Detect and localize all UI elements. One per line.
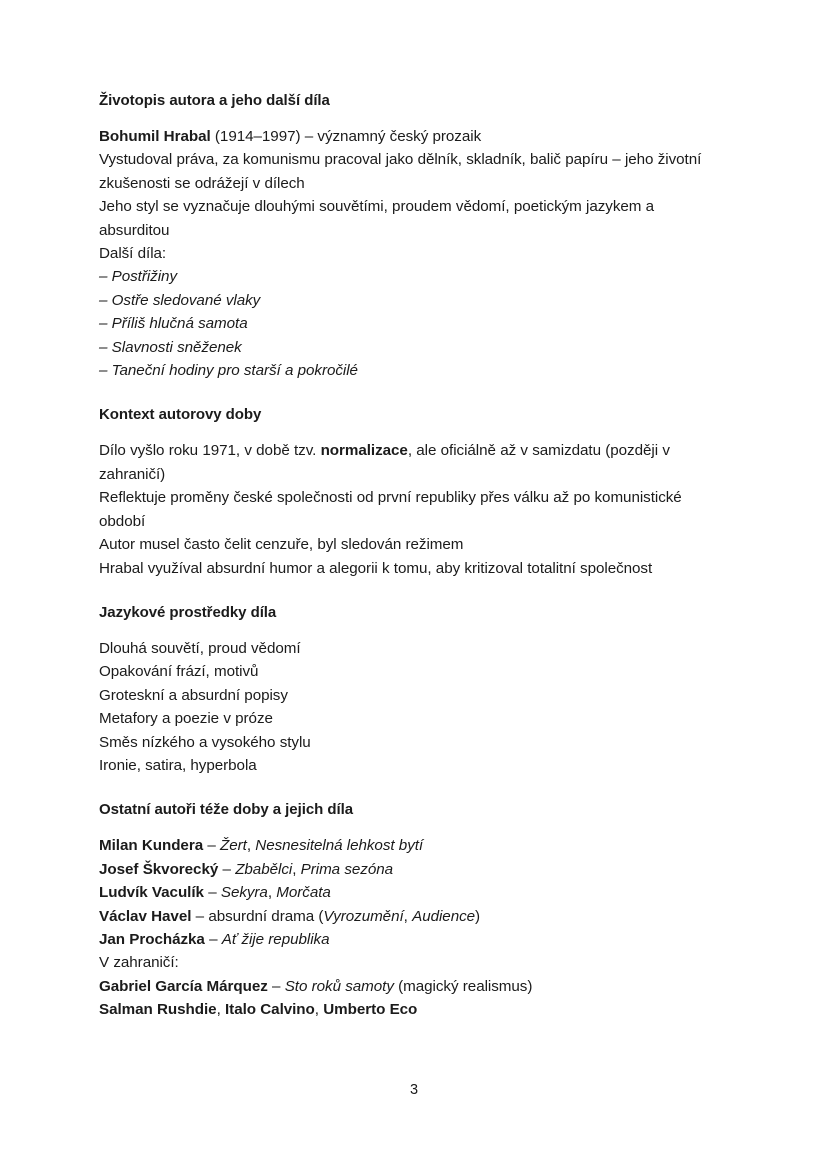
text-line xyxy=(99,148,724,195)
section-biography xyxy=(99,90,724,382)
text-run: Vystudoval práva, za komunismu pracoval jako dělník, skladník, balič papíru – jeho životní zkušenosti se odrážejí v dílech xyxy=(99,151,702,192)
text-run: Italo Calvino xyxy=(225,1001,315,1019)
text-run: Gabriel García Márquez xyxy=(99,977,268,995)
text-run: Autor musel často čelit cenzuře, byl sledován režimem xyxy=(99,536,464,554)
document-body xyxy=(99,90,724,1022)
text-run: , ale oficiálně až v samizdatu (později v zahraničí) xyxy=(99,442,670,483)
text-run: , xyxy=(292,860,301,878)
text-line xyxy=(99,834,724,857)
text-line xyxy=(99,312,724,335)
text-run: Salman Rushdie xyxy=(99,1001,217,1019)
section-context xyxy=(99,404,724,579)
text-run: Bohumil Hrabal xyxy=(99,128,211,145)
text-run: Ironie, satira, hyperbola xyxy=(99,756,257,774)
text-line xyxy=(99,975,724,998)
section-heading: Jazykové prostředky díla xyxy=(99,603,277,621)
text-line xyxy=(99,336,724,359)
text-run: , xyxy=(314,1001,324,1019)
text-line xyxy=(99,242,724,265)
text-run: Jan Procházka xyxy=(99,930,205,948)
text-run: – xyxy=(203,837,221,855)
text-run: – xyxy=(203,884,221,902)
text-run: Nesnesitelná lehkost bytí xyxy=(255,837,424,855)
text-run: Václav Havel xyxy=(99,907,192,925)
text-run: Další díla: xyxy=(99,245,167,263)
text-run: Reflektuje proměny české společnosti od první republiky přes válku až po komunistické období xyxy=(99,489,682,530)
text-run: – Postřižiny xyxy=(99,268,177,286)
text-run: Umberto Eco xyxy=(323,1001,418,1019)
text-line xyxy=(99,637,724,660)
text-run: – xyxy=(267,977,285,995)
section-other-authors xyxy=(99,799,724,1021)
text-run: Morčata xyxy=(276,884,331,902)
text-run: – absurdní drama ( xyxy=(191,907,324,925)
text-run: normalizace xyxy=(320,442,408,460)
text-line xyxy=(99,881,724,904)
text-run: Jeho styl se vyznačuje dlouhými souvětími, proudem vědomí, poetickým jazykem a absurditou xyxy=(99,198,655,239)
text-line xyxy=(99,707,724,730)
text-run: – xyxy=(204,930,222,948)
text-line xyxy=(99,359,724,382)
text-run: (magický realismus) xyxy=(393,977,533,995)
text-run: – Slavnosti sněženek xyxy=(99,338,242,356)
text-run: Sto roků samoty xyxy=(284,977,394,995)
text-run: Zbabělci xyxy=(235,860,293,878)
text-run: – Taneční hodiny pro starší a pokročilé xyxy=(99,362,358,380)
section-heading: Kontext autorovy doby xyxy=(99,406,262,424)
text-run: Ludvík Vaculík xyxy=(99,884,204,902)
text-run: Milan Kundera xyxy=(99,837,204,855)
text-line xyxy=(99,533,724,556)
text-run: , xyxy=(216,1001,226,1019)
text-line xyxy=(99,125,724,148)
text-run: Dlouhá souvětí, proud vědomí xyxy=(99,639,301,657)
text-line xyxy=(99,557,724,580)
text-line xyxy=(99,998,724,1021)
text-line xyxy=(99,289,724,312)
section-heading: Životopis autora a jeho další díla xyxy=(99,92,330,109)
text-line xyxy=(99,265,724,288)
text-run: Sekyra xyxy=(220,884,268,902)
text-line xyxy=(99,195,724,242)
text-run: Hrabal využíval absurdní humor a alegorii k tomu, aby kritizoval totalitní společnost xyxy=(99,559,653,577)
text-run: Směs nízkého a vysokého stylu xyxy=(99,733,311,751)
text-run: , xyxy=(267,884,277,902)
text-run: Vyrozumění xyxy=(323,907,404,925)
text-line xyxy=(99,731,724,754)
section-heading: Ostatní autoři téže doby a jejich díla xyxy=(99,801,353,819)
text-run: Ať žije republika xyxy=(221,930,330,948)
text-line xyxy=(99,486,724,533)
text-line xyxy=(99,905,724,928)
text-run: Metafory a poezie v próze xyxy=(99,710,273,728)
text-line xyxy=(99,928,724,951)
text-run: Prima sezóna xyxy=(300,860,394,878)
text-run: (1914–1997) – významný český prozaik xyxy=(210,128,482,145)
page-number: 3 xyxy=(409,1082,419,1098)
text-run: Opakování frází, motivů xyxy=(99,663,259,681)
text-run: – xyxy=(218,860,236,878)
text-line xyxy=(99,754,724,777)
text-run: Audience xyxy=(412,907,476,925)
text-run: , xyxy=(403,907,413,925)
text-run: ) xyxy=(475,907,481,925)
text-run: , xyxy=(246,837,256,855)
text-run: Groteskní a absurdní popisy xyxy=(99,686,288,704)
text-run: Josef Škvorecký xyxy=(99,860,219,878)
text-line xyxy=(99,439,724,486)
text-run: – Příliš hlučná samota xyxy=(99,315,248,333)
text-run: Dílo vyšlo roku 1971, v době tzv. xyxy=(99,442,321,460)
text-run: Žert xyxy=(220,837,247,855)
text-line xyxy=(99,660,724,683)
text-line xyxy=(99,951,724,974)
text-line xyxy=(99,684,724,707)
text-run: – Ostře sledované vlaky xyxy=(99,291,261,309)
text-line xyxy=(99,858,724,881)
text-run: V zahraničí: xyxy=(99,954,179,972)
section-language-means xyxy=(99,602,724,777)
